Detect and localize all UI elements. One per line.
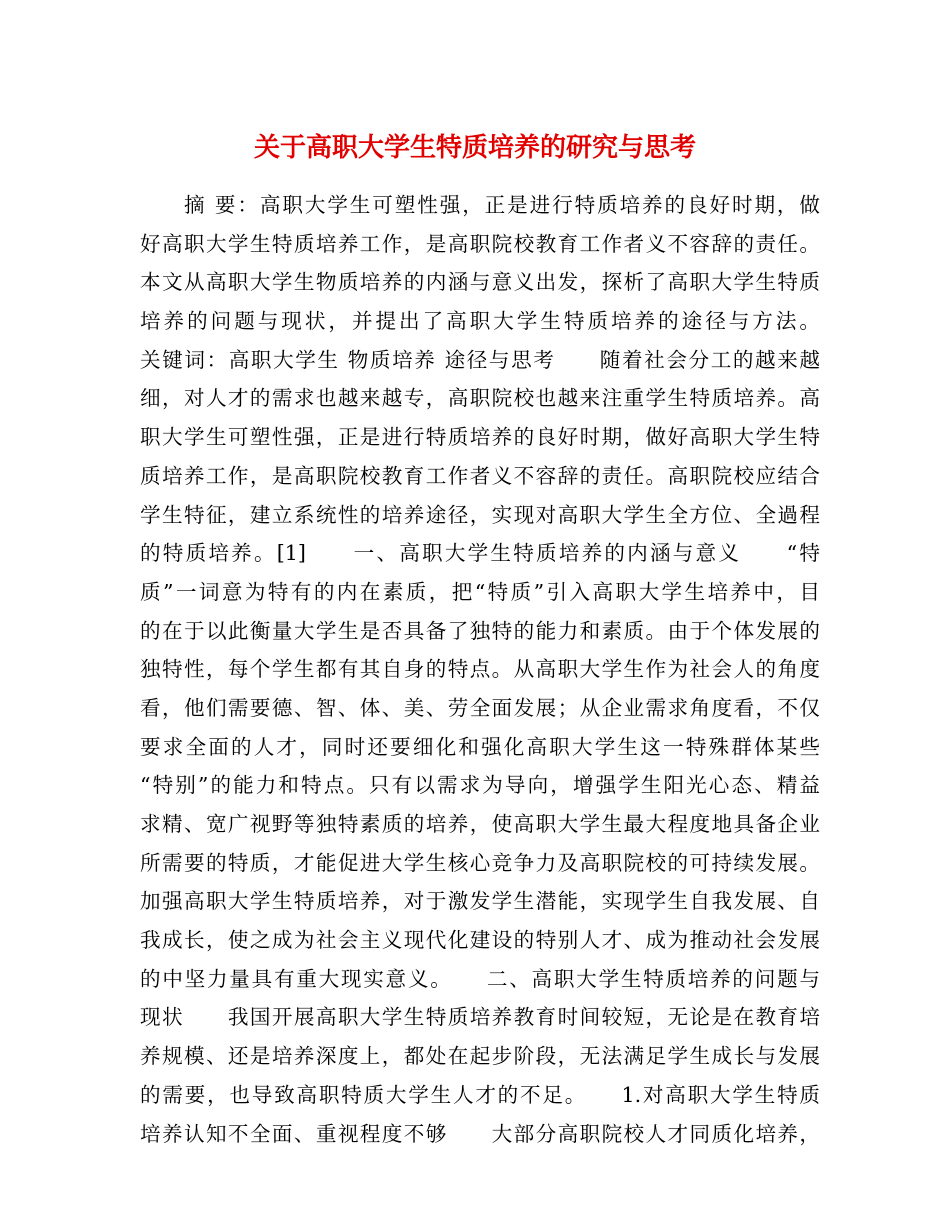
body-line: 现状 我国开展高职大学生特质培养教育时间较短，无论是在教育培 (140, 1005, 820, 1030)
body-line: 养规模、还是培养深度上，都处在起步阶段，无法满足学生成长与发展 (140, 1044, 820, 1069)
body-line: 关键词：高职大学生 物质培养 途径与思考 随着社会分工的越来越 (140, 347, 820, 372)
body-line: 培养认知不全面、重视程度不够 大部分高职院校人才同质化培养， (140, 1121, 820, 1146)
body-line: 摘 要：高职大学生可塑性强，正是进行特质培养的良好时期，做 (184, 193, 820, 217)
body-line: 的需要，也导致高职特质大学生人才的不足。 1.对高职大学生特质 (140, 1082, 820, 1107)
body-line: 学生特征，建立系统性的培养途径，实现对高职大学生全方位、全過程 (140, 502, 820, 527)
body-line: 加强高职大学生特质培养，对于激发学生潜能，实现学生自我发展、自 (140, 889, 820, 914)
body-line: 的特质培养。[1] 一、高职大学生特质培养的内涵与意义 “特 (140, 541, 820, 566)
body-line: 细，对人才的需求也越来越专，高职院校也越来注重学生特质培养。高 (140, 386, 820, 411)
body-line: 求精、宽广视野等独特素质的培养，使高职大学生最大程度地具备企业 (140, 812, 820, 836)
body-line: 职大学生可塑性强，正是进行特质培养的良好时期，做好高职大学生特 (140, 425, 820, 450)
body-line: 好高职大学生特质培养工作，是高职院校教育工作者义不容辞的责任。 (140, 231, 820, 256)
body-line: 看，他们需要德、智、体、美、劳全面发展；从企业需求角度看，不仅 (140, 695, 820, 720)
body-line: 质”一词意为特有的内在素质，把“特质”引入高职大学生培养中，目 (140, 579, 820, 604)
document-title: 关于高职大学生特质培养的研究与思考 (253, 133, 696, 163)
body-line: 要求全面的人才，同时还要细化和强化高职大学生这一特殊群体某些 (140, 734, 820, 759)
body-line: “特别”的能力和特点。只有以需求为导向，增强学生阳光心态、精益 (140, 773, 820, 798)
body-line: 我成长，使之成为社会主义现代化建设的特别人才、成为推动社会发展 (140, 928, 820, 953)
body-line: 的在于以此衡量大学生是否具备了独特的能力和素质。由于个体发展的 (140, 618, 820, 643)
body-line: 独特性，每个学生都有其自身的特点。从高职大学生作为社会人的角度 (140, 657, 820, 682)
document-body (140, 186, 820, 1153)
body-line: 本文从高职大学生物质培养的内涵与意义出发，探析了高职大学生特质 (140, 270, 820, 295)
body-line: 所需要的特质，才能促进大学生核心竞争力及高职院校的可持续发展。 (140, 850, 820, 875)
body-line: 培养的问题与现状，并提出了高职大学生特质培养的途径与方法。 (140, 309, 820, 334)
body-line: 的中坚力量具有重大现实意义。 二、高职大学生特质培养的问题与 (140, 966, 820, 991)
body-line: 质培养工作，是高职院校教育工作者义不容辞的责任。高职院校应结合 (140, 463, 820, 488)
